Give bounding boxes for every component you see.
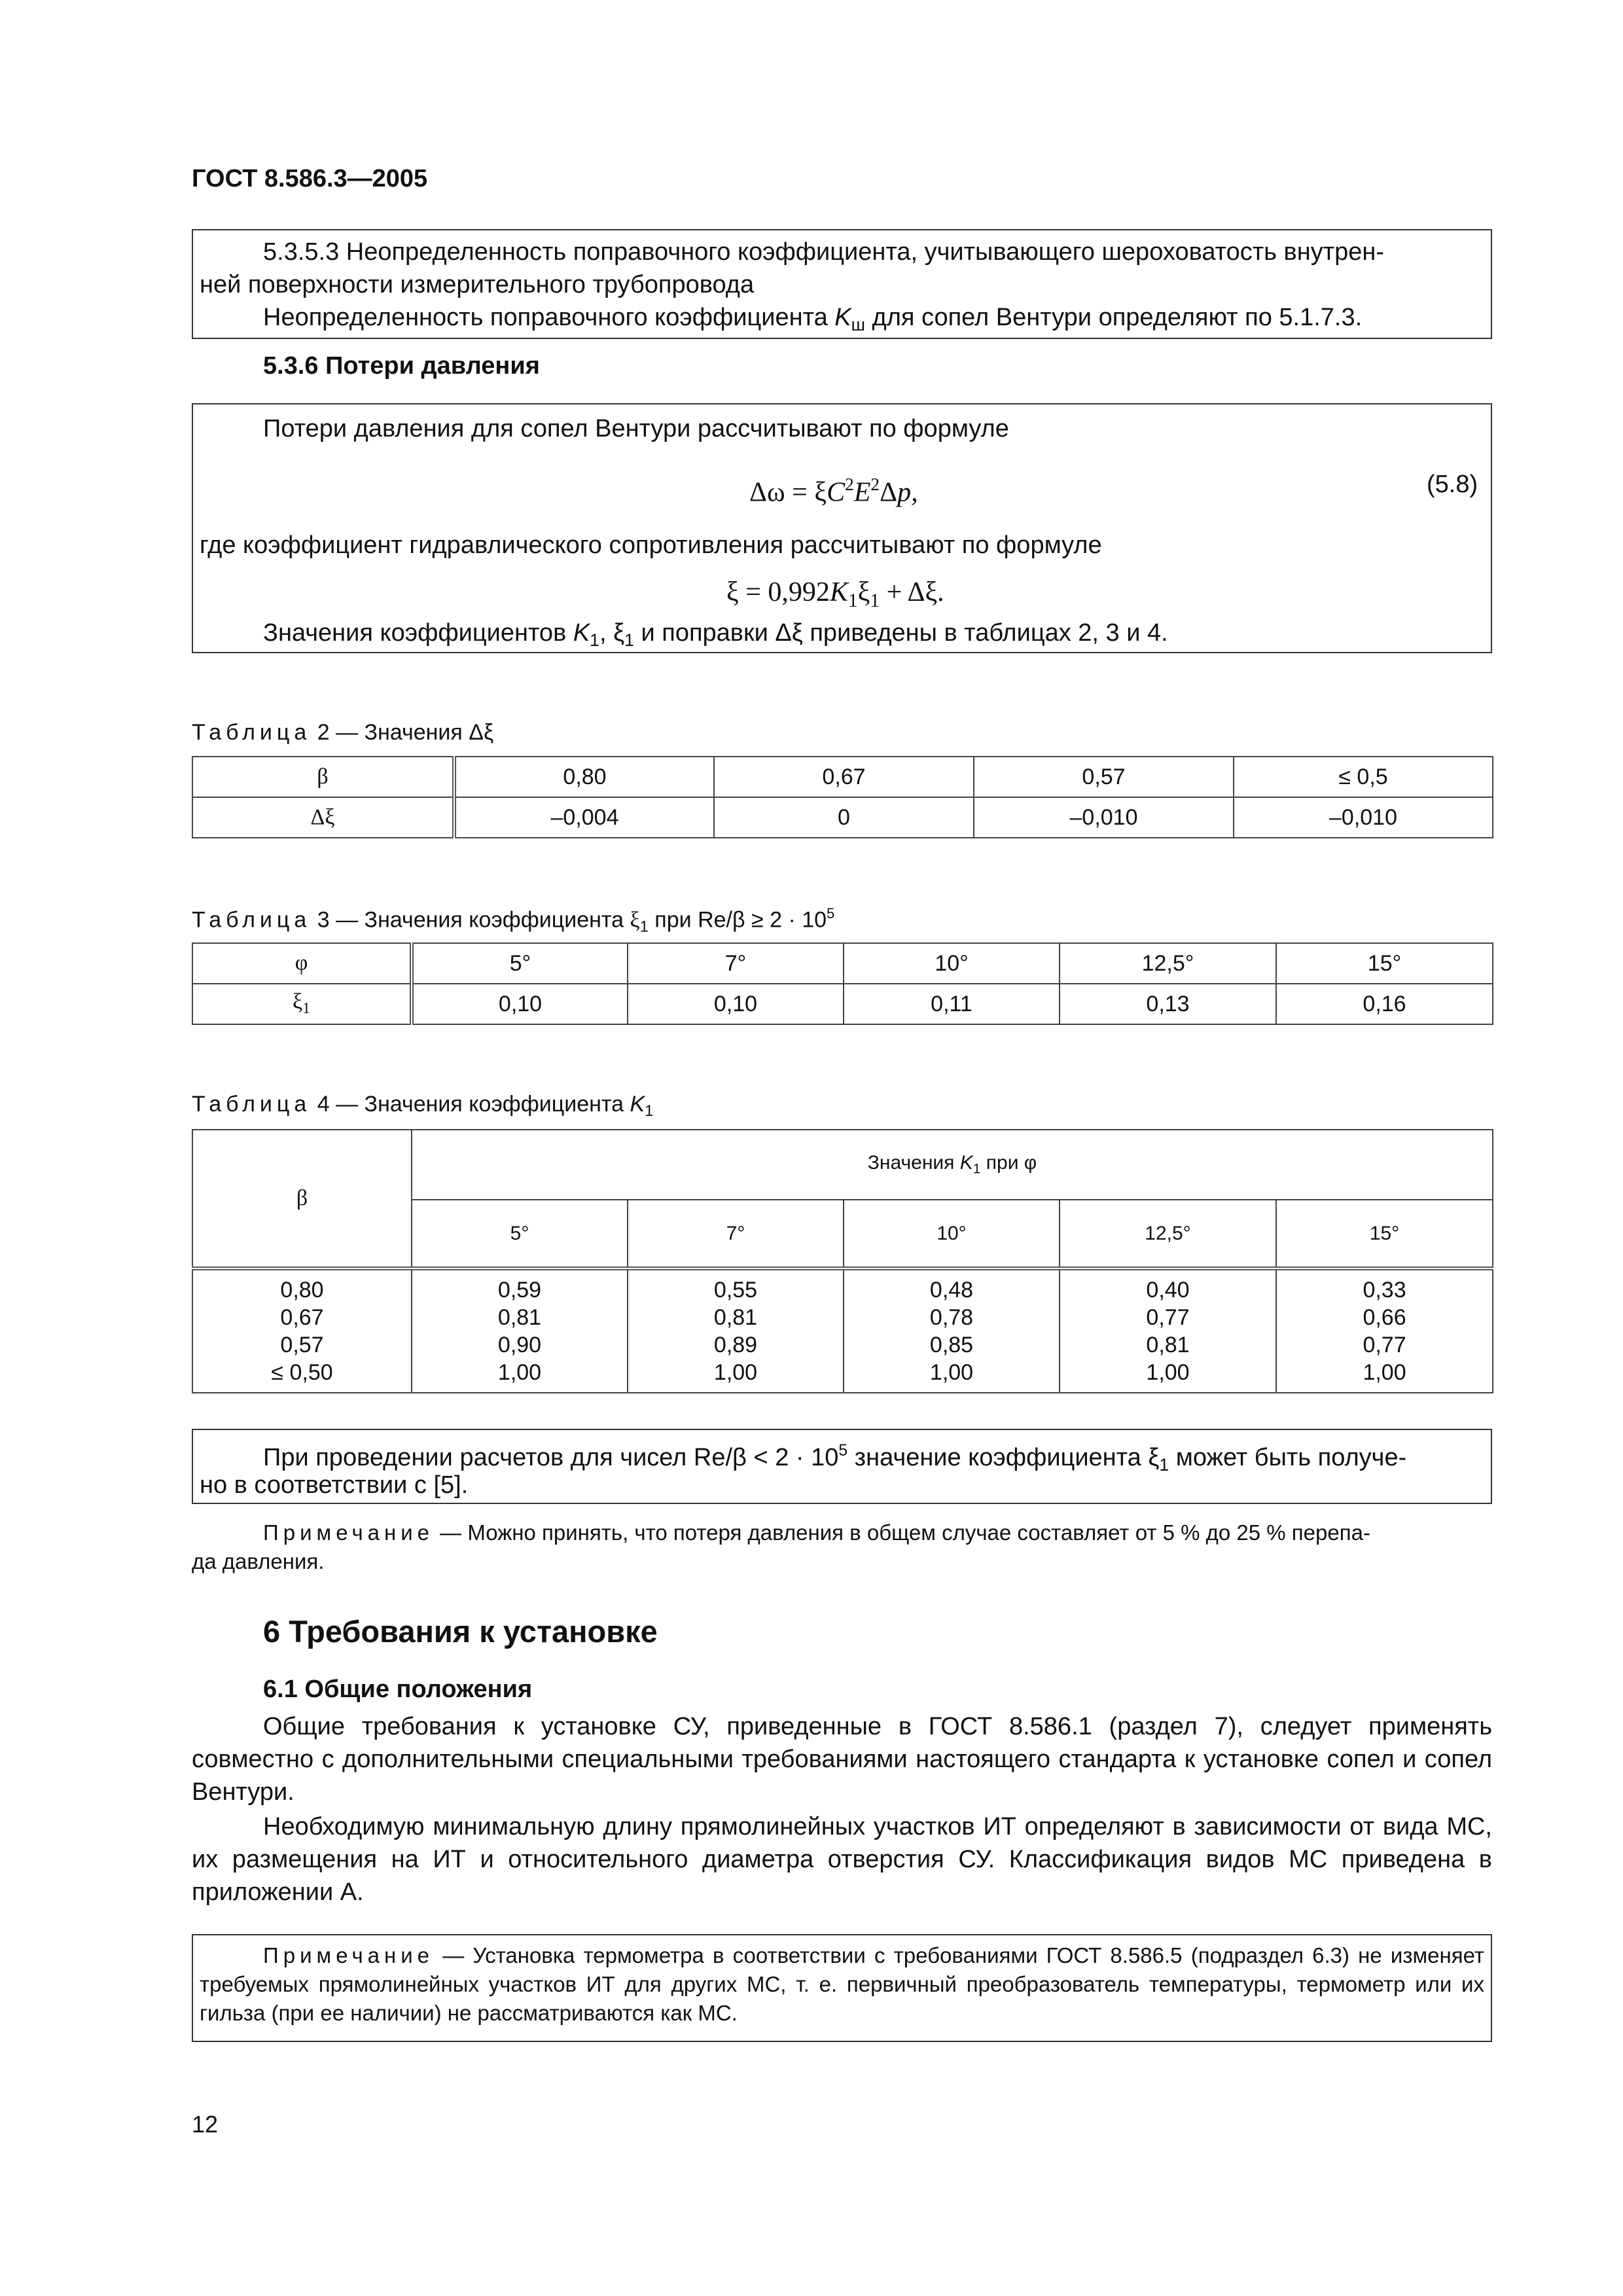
table-cell: 15° (1276, 1200, 1493, 1268)
table-cell: φ (192, 943, 412, 984)
k1-value: 0,77 (1363, 1333, 1406, 1357)
table-cell: 10° (844, 943, 1060, 984)
k1-value: 0,81 (713, 1305, 758, 1330)
table-cell: Δξ (192, 797, 454, 838)
page-number: 12 (192, 2111, 219, 2138)
table-cell: 0,13 (1060, 984, 1276, 1024)
k1-value: 0,81 (1146, 1333, 1190, 1357)
table-cell: –0,010 (974, 797, 1234, 838)
coefficient-values-reference: Значения коэффициентов $K_1$, $\xi_1$ и поправки Δξ приведены в таблицах 2, 3 и 4. (263, 619, 1168, 650)
k1-value: 1,00 (929, 1360, 974, 1385)
table-cell: β (192, 1130, 412, 1268)
table-row (192, 943, 1493, 984)
table-cell: –0,004 (454, 797, 714, 838)
table-cell: 12,5° (1060, 1200, 1276, 1268)
table-cell (1060, 1268, 1276, 1393)
table-row (192, 1130, 1493, 1200)
table-cell: 5° (412, 1200, 628, 1268)
k1-value: 0,55 (713, 1278, 758, 1302)
note-pressure-loss: Примечание — Можно принять, что потеря давления в общем случае составляет от 5 % до 25 % перепа- (263, 1520, 1370, 1545)
k1-value: 0,77 (1146, 1305, 1190, 1330)
calculation-note-line1: При проведении расчетов для чисел $Re/\beta < 2 \cdot 10^5$ значение коэффициента $\xi_1$ может быть получе- (263, 1442, 1407, 1475)
table-cell: 5° (412, 943, 628, 984)
table-cell: 12,5° (1060, 943, 1276, 984)
table-cell: 0,10 (412, 984, 628, 1024)
beta-value: 0,80 (280, 1278, 324, 1302)
table-cell: 0,57 (974, 757, 1234, 797)
k1-value: 0,89 (713, 1333, 758, 1357)
table-cell: 7° (628, 1200, 844, 1268)
k1-value: 0,78 (929, 1305, 974, 1330)
table-cell: 15° (1276, 943, 1493, 984)
resistance-coefficient-text: где коэффициент гидравлического сопротивления рассчитывают по формуле (200, 531, 1102, 559)
table-cell: $\xi_1$ (192, 984, 412, 1024)
paragraph-general-requirements: Общие требования к установке СУ, приведенные в ГОСТ 8.586.1 (раздел 7), следует применять совместно с дополнительными специальными требованиями настоящего стандарта к установке сопел и сопел Вентури. (192, 1713, 1492, 1806)
section-6-heading: 6 Требования к установке (263, 1614, 658, 1649)
paragraph-straight-lengths: Необходимую минимальную длину прямолинейных участков ИТ определяют в зависимости от вида МС, их размещения на ИТ и относительного диаметра отверстия СУ. Классификация видов МС приведена в приложении А. (192, 1813, 1492, 1906)
table-cell: 0,10 (628, 984, 844, 1024)
table-cell (412, 1268, 628, 1393)
k1-value: 0,90 (497, 1333, 542, 1357)
table-row (192, 797, 1493, 838)
clause-5-3-5-3-line2: ней поверхности измерительного трубопровода (200, 271, 755, 298)
clause-5-3-5-3-line3: Неопределенность поправочного коэффициента $K_ш$ для сопел Вентури определяют по 5.1.7.3. (263, 304, 1363, 334)
table-cell: 10° (844, 1200, 1060, 1268)
k1-value: 0,40 (1146, 1278, 1190, 1302)
table-row (192, 1268, 1493, 1393)
table-cell: 0 (714, 797, 974, 838)
formula-number: (5.8) (1427, 471, 1478, 498)
table-2 (192, 756, 1493, 838)
table-cell (844, 1268, 1060, 1393)
table-cell: 0,67 (714, 757, 974, 797)
table-cell (192, 1268, 412, 1393)
k1-value: 0,81 (497, 1305, 542, 1330)
table-3-caption: Таблица 3 — Значения коэффициента $\xi_1$ при $Re/\beta \ge 2 \cdot 10^5$ (192, 905, 835, 936)
table-cell: 7° (628, 943, 844, 984)
k1-value: 1,00 (1363, 1360, 1406, 1385)
beta-value: 0,67 (280, 1305, 324, 1330)
section-5-3-6-heading: 5.3.6 Потери давления (263, 352, 540, 380)
table-cell: ≤ 0,5 (1234, 757, 1493, 797)
calculation-note-line2: но в соответствии с [5]. (200, 1471, 469, 1499)
table-cell: 0,11 (844, 984, 1060, 1024)
table-cell: Значения $K_1$ при φ (412, 1130, 1493, 1200)
thermometer-note: Примечание — Установка термометра в соответствии с требованиями ГОСТ 8.586.5 (подраздел 6.3) не изменяет требуемых прямолинейных участков ИТ для других МС, т. е. первичный преобразователь температуры, термометр или их гильза (при ее наличии) не рассматриваются как МС. (200, 1943, 1484, 2025)
table-row (192, 984, 1493, 1024)
beta-value: 0,57 (280, 1333, 324, 1357)
clause-5-3-5-3-line1: 5.3.5.3 Неопределенность поправочного коэффициента, учитывающего шероховатость внутрен- (263, 238, 1385, 266)
k1-value: 1,00 (1146, 1360, 1190, 1385)
table-4 (192, 1129, 1493, 1393)
section-6-1-heading: 6.1 Общие положения (263, 1676, 533, 1703)
k1-value: 0,48 (929, 1278, 974, 1302)
formula-xi: $\xi = 0,992K_1\xi_1 + \Delta\xi$. (726, 577, 944, 611)
table-cell: β (192, 757, 454, 797)
k1-value: 0,59 (497, 1278, 542, 1302)
table-3 (192, 942, 1493, 1025)
table-4-caption: Таблица 4 — Значения коэффициента $K_1$ (192, 1092, 654, 1121)
table-row (192, 757, 1493, 797)
table-cell (628, 1268, 844, 1393)
table-cell (1276, 1268, 1493, 1393)
document-header: ГОСТ 8.586.3—2005 (192, 165, 428, 192)
table-cell: –0,010 (1234, 797, 1493, 838)
k1-value: 0,85 (929, 1333, 974, 1357)
formula-5-8: $\Delta\omega = \xi C^2E^2\Delta p$, (749, 475, 918, 508)
table-2-caption: Таблица 2 — Значения Δξ (192, 720, 494, 745)
beta-value: ≤ 0,50 (271, 1360, 333, 1385)
table-cell: 0,16 (1276, 984, 1493, 1024)
note-pressure-loss-line2: да давления. (192, 1549, 325, 1573)
k1-value: 0,66 (1363, 1305, 1406, 1330)
table-cell: 0,80 (454, 757, 714, 797)
k1-value: 0,33 (1363, 1278, 1406, 1302)
k1-value: 1,00 (497, 1360, 542, 1385)
pressure-loss-intro: Потери давления для сопел Вентури рассчитывают по формуле (263, 415, 1009, 442)
k1-value: 1,00 (713, 1360, 758, 1385)
